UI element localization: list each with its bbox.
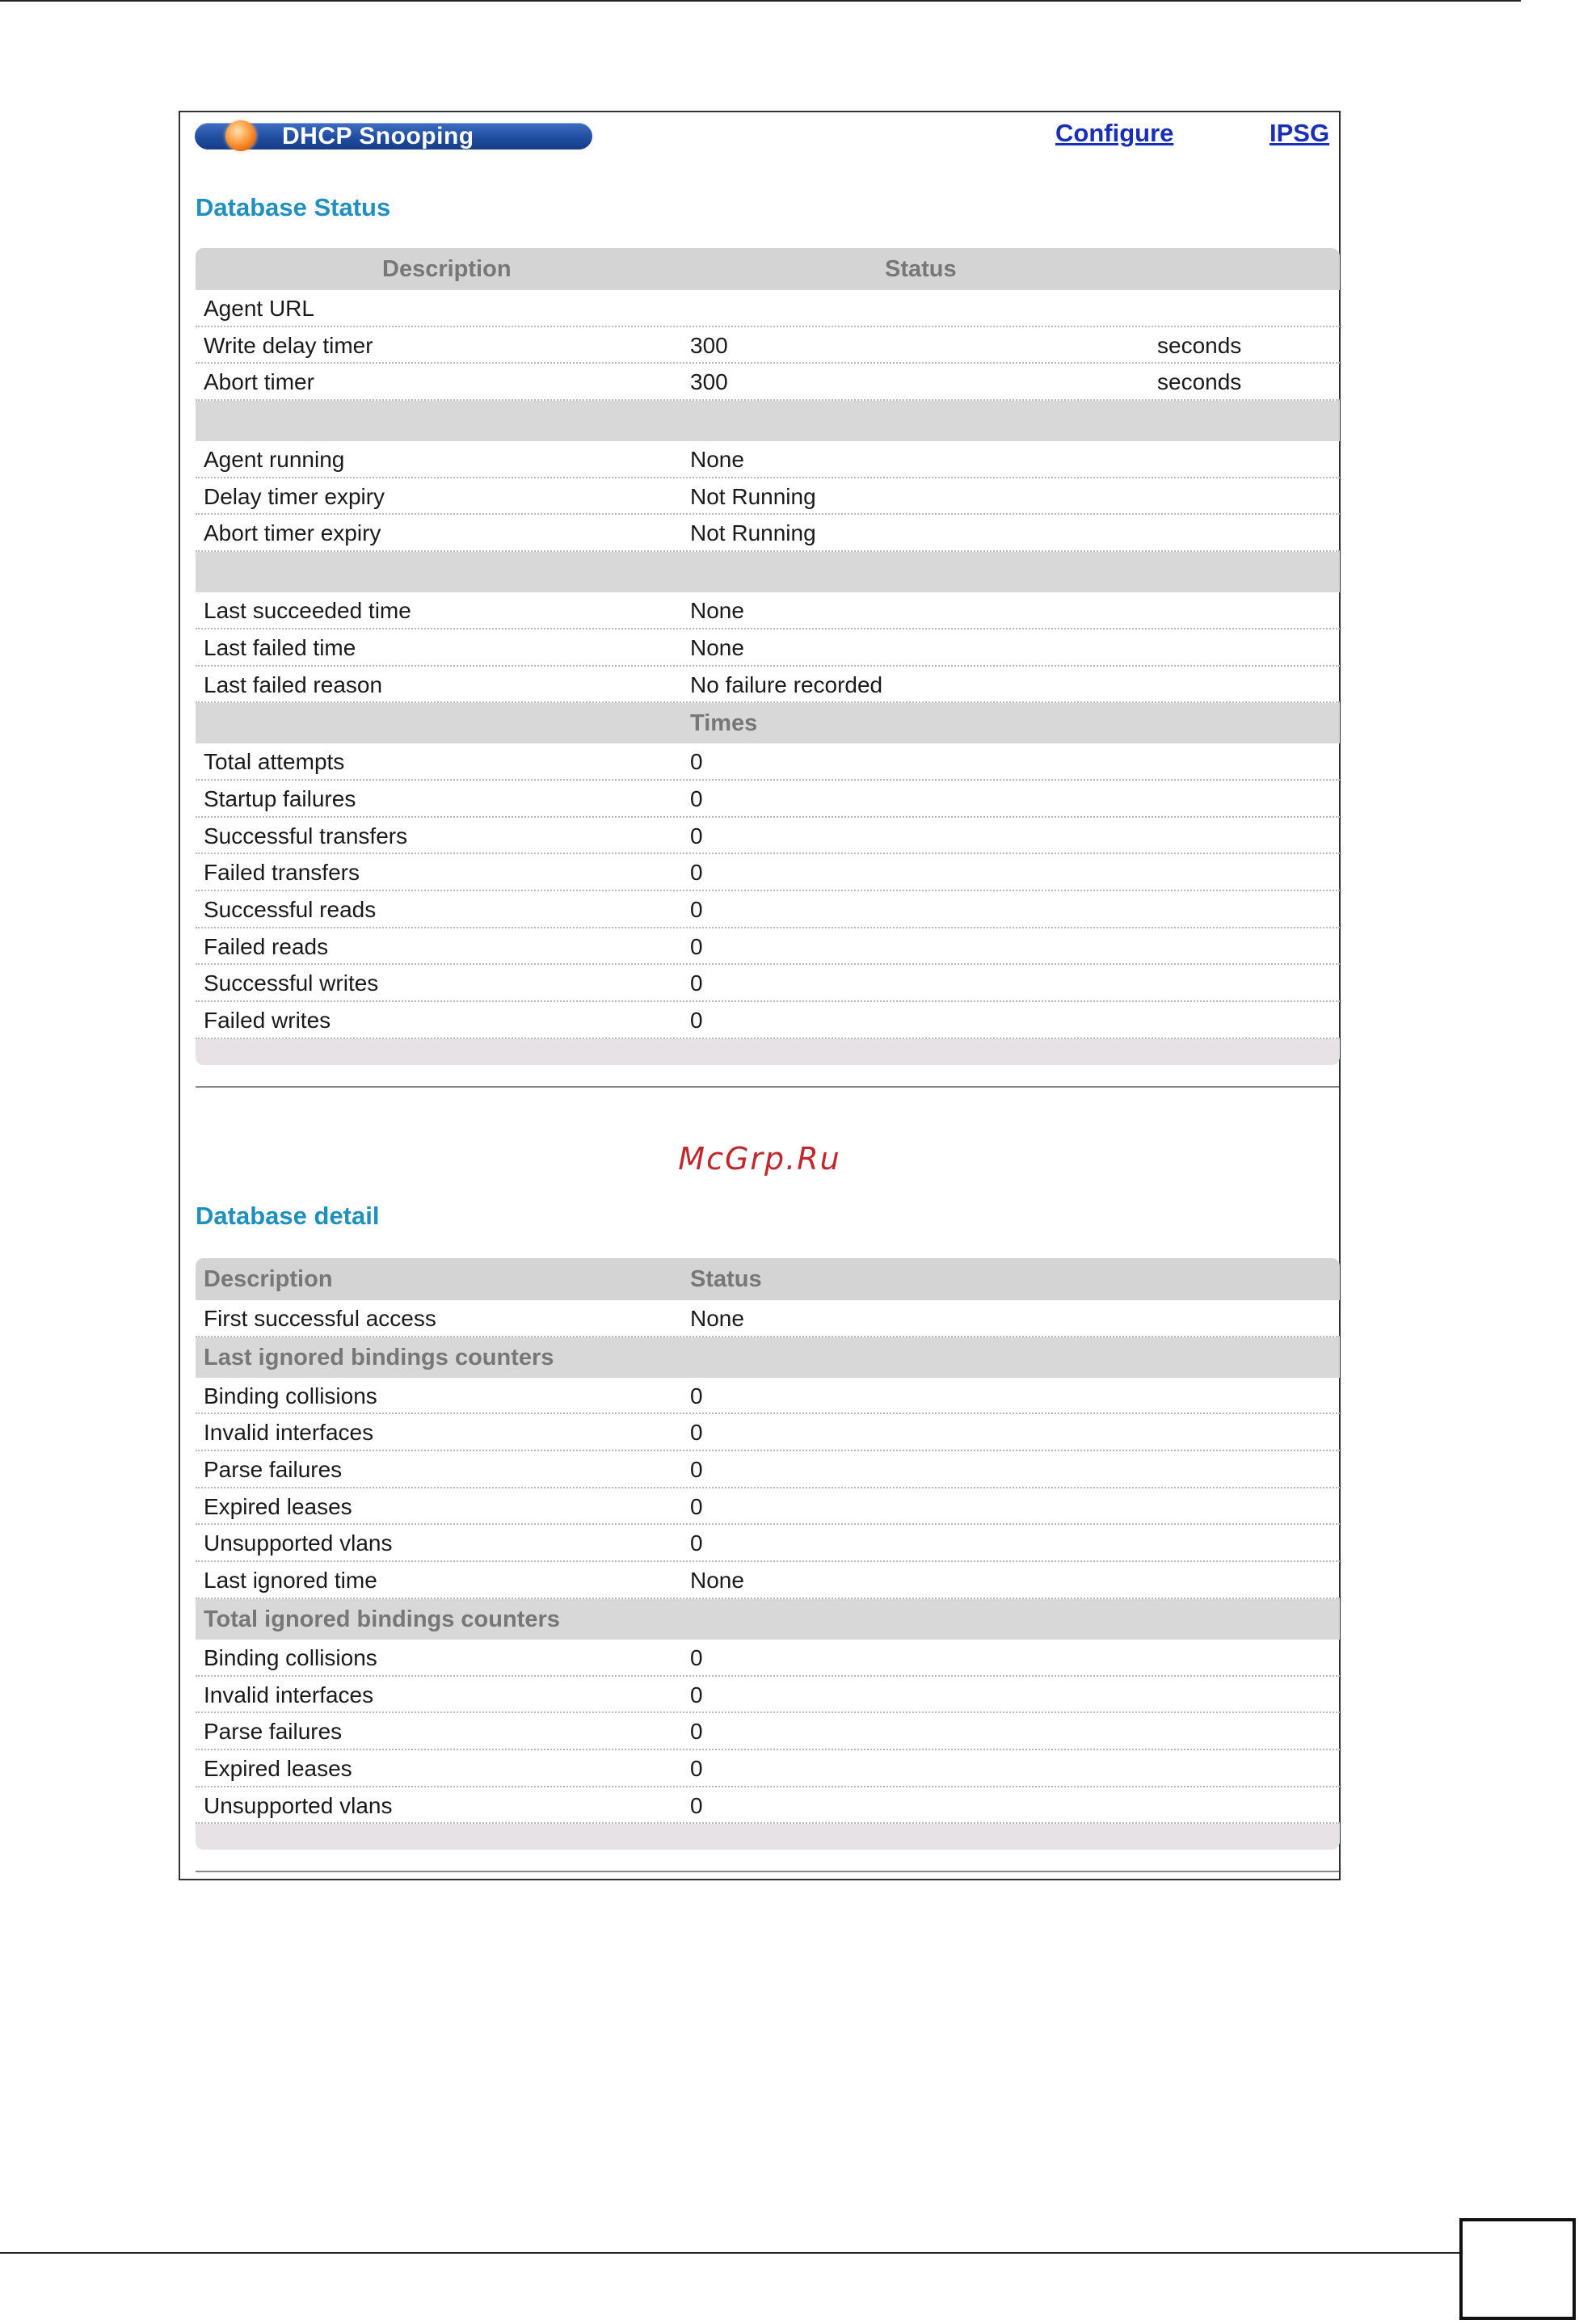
total-ignored-label: Total ignored bindings counters [204,1606,560,1632]
table-row [196,1488,1340,1526]
database-detail-table [196,1258,1340,1850]
table-row [196,364,1340,401]
row-value: 0 [690,1792,703,1818]
row-value: 0 [690,970,703,996]
table-row [196,891,1340,928]
table-row [196,1451,1340,1488]
table-row [196,1562,1340,1599]
table-row [196,1750,1340,1787]
row-label: Last failed reason [204,672,383,697]
table-row [196,1378,1340,1415]
page-number-box [1459,2218,1576,2320]
row-value: 0 [690,1530,703,1556]
row-value: 0 [690,1457,703,1483]
database-status-table [196,248,1340,1065]
table-header [196,1258,1340,1300]
row-label: Delay timer expiry [204,483,385,509]
row-value: None [690,634,744,660]
top-page-rule [0,0,1521,2]
row-label: Successful transfers [204,823,408,848]
table-row [196,854,1340,891]
row-label: Parse failures [204,1457,343,1483]
row-value: 0 [690,1420,703,1446]
row-unit: seconds [1157,369,1242,395]
row-value: 300 [690,332,728,358]
table-row [196,1525,1340,1562]
row-label: Expired leases [204,1755,352,1781]
column-header-description: Description [382,256,512,282]
row-label: Parse failures [204,1719,343,1745]
row-label: Last ignored time [204,1568,377,1594]
times-band [196,703,1340,743]
bottom-page-rule [0,2252,1459,2254]
row-value: None [690,1568,744,1594]
table-row [196,743,1340,781]
table-row [196,965,1340,1002]
table-row [196,478,1340,516]
row-label: Successful writes [204,970,379,996]
table-row [196,1787,1340,1825]
table-row [196,1414,1340,1451]
section-band [196,401,1340,441]
table-row [196,592,1340,629]
row-value: 0 [690,1493,703,1519]
table-row [196,1677,1340,1714]
ipsg-link[interactable]: IPSG [1270,119,1330,147]
row-label: Unsupported vlans [204,1530,393,1556]
row-label: Expired leases [204,1493,352,1519]
table-row [196,1640,1340,1677]
section-divider [196,1871,1339,1872]
row-label: First successful access [204,1306,436,1331]
row-value: None [690,598,744,624]
table-row [196,818,1340,855]
row-value: None [690,1306,744,1331]
title-banner [195,123,592,149]
row-value: 0 [690,1383,703,1408]
row-label: Agent running [204,447,345,473]
row-value: None [690,447,744,473]
table-row [196,327,1340,364]
last-ignored-band [196,1337,1340,1378]
table-row [196,629,1340,667]
table-footer [196,1824,1340,1850]
section-divider [196,1086,1339,1088]
row-value: 0 [690,785,703,811]
row-label: Invalid interfaces [204,1682,374,1707]
row-label: Failed reads [204,933,329,959]
row-label: Abort timer [204,369,314,395]
table-row [196,1002,1340,1039]
row-label: Unsupported vlans [204,1792,393,1818]
last-ignored-label: Last ignored bindings counters [204,1344,554,1370]
row-label: Successful reads [204,896,377,922]
row-value: 0 [690,933,703,959]
row-label: Agent URL [204,296,314,321]
row-value: Not Running [690,520,816,546]
row-label: Invalid interfaces [204,1420,374,1446]
row-label: Last failed time [204,634,356,660]
row-label: Failed writes [204,1008,331,1033]
table-row [196,1300,1340,1337]
row-label: Failed transfers [204,860,360,886]
table-row [196,290,1340,327]
row-value: 0 [690,1719,703,1745]
row-value: 0 [690,1644,703,1670]
banner-title: DHCP Snooping [282,123,474,149]
row-value: 0 [690,1682,703,1707]
table-row [196,1713,1340,1750]
column-header-status: Status [690,1266,762,1292]
row-value: 300 [690,369,728,395]
table-header [196,248,1340,290]
configure-link[interactable]: Configure [1055,119,1174,147]
row-unit: seconds [1157,332,1242,358]
column-header-status: Status [885,256,957,282]
row-value: 0 [690,749,703,775]
table-row [196,515,1340,552]
row-value: 0 [690,1755,703,1781]
row-value: 0 [690,823,703,848]
total-ignored-band [196,1599,1340,1640]
times-label: Times [690,710,758,737]
orb-icon [225,120,256,151]
row-label: Last succeeded time [204,598,411,624]
row-label: Write delay timer [204,332,373,358]
row-label: Startup failures [204,785,356,811]
row-label: Binding collisions [204,1383,377,1408]
row-value: Not Running [690,483,816,509]
row-label: Total attempts [204,749,345,775]
table-footer [196,1039,1340,1065]
database-status-title: Database Status [196,193,391,221]
row-label: Binding collisions [204,1644,377,1670]
dhcp-snooping-panel [179,111,1341,1880]
watermark: McGrp.Ru [678,1141,841,1177]
row-label: Abort timer expiry [204,520,381,546]
row-value: No failure recorded [690,672,883,697]
table-row [196,781,1340,818]
section-band [196,552,1340,592]
table-row [196,667,1340,704]
row-value: 0 [690,1008,703,1033]
column-header-description: Description [204,1266,333,1292]
table-row [196,928,1340,966]
row-value: 0 [690,896,703,922]
table-row [196,441,1340,478]
row-value: 0 [690,860,703,886]
database-detail-title: Database detail [196,1202,380,1230]
